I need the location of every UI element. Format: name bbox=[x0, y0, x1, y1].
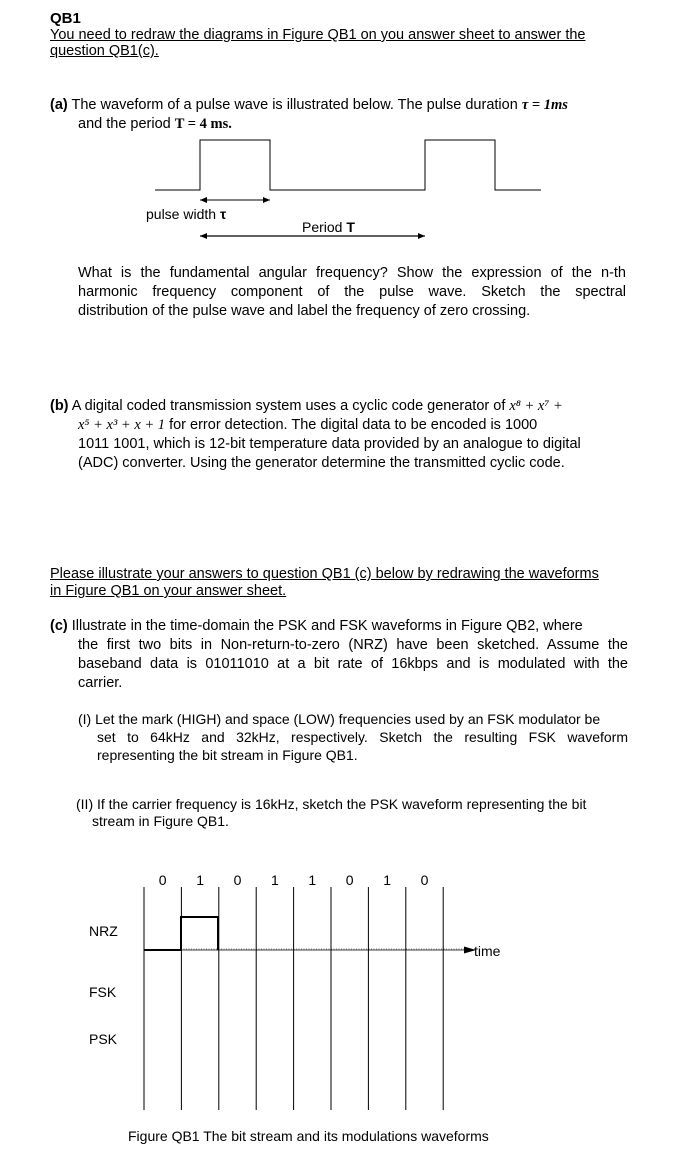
time-label: time bbox=[474, 943, 501, 959]
part-b-line: (ADC) converter. Using the generator determine the transmitted cyclic code. bbox=[78, 455, 565, 471]
part-c-line: Illustrate in the time-domain the PSK and FSK waveforms in Figure QB2, where bbox=[71, 618, 583, 634]
instruction-line: You need to redraw the diagrams in Figure QB1 on you answer sheet to answer the bbox=[50, 27, 586, 43]
part-b-text-2: for error detection. The digital data to be encoded is 1000 bbox=[169, 417, 538, 433]
pulse-waveform bbox=[155, 140, 541, 190]
nrz-label: NRZ bbox=[89, 923, 118, 939]
part-c-line: carrier. bbox=[78, 675, 123, 691]
pulse-wave-diagram bbox=[0, 128, 676, 243]
bit-label: 0 bbox=[158, 872, 167, 888]
part-a-question bbox=[78, 264, 626, 321]
instruction-note bbox=[50, 27, 585, 59]
note-line: in Figure QB1 on your answer sheet. bbox=[50, 583, 287, 599]
part-c-label: (c) bbox=[50, 618, 68, 634]
sub2-line: stream in Figure QB1. bbox=[92, 813, 229, 829]
part-c-sub2 bbox=[76, 796, 631, 830]
part-c-note bbox=[50, 566, 599, 600]
bit-label: 1 bbox=[308, 872, 317, 888]
bit-boundaries bbox=[144, 887, 443, 1110]
bit-label: 0 bbox=[345, 872, 354, 888]
instruction-line: question QB1(c). bbox=[50, 43, 159, 59]
pulse-width-label: pulse width τ bbox=[146, 206, 227, 222]
figure-caption: Figure QB1 The bit stream and its modulations waveforms bbox=[128, 1128, 489, 1144]
question-line: harmonic frequency component of the pulse wave. Sketch the spectral bbox=[78, 284, 626, 300]
bit-label: 1 bbox=[383, 872, 391, 888]
question-title: QB1 bbox=[50, 10, 81, 27]
sub1-line: (I) Let the mark (HIGH) and space (LOW) frequencies used by an FSK modulator be bbox=[78, 711, 601, 727]
part-c-sub1 bbox=[78, 710, 628, 764]
bit-label: 0 bbox=[420, 872, 429, 888]
bit-label: 1 bbox=[271, 872, 279, 888]
question-line: distribution of the pulse wave and label the frequency of zero crossing. bbox=[78, 303, 531, 319]
part-a-label: (a) bbox=[50, 97, 68, 113]
fsk-label: FSK bbox=[89, 984, 117, 1000]
part-a-text-2: and the period bbox=[78, 116, 171, 132]
part-a-text: The waveform of a pulse wave is illustrated below. The pulse duration bbox=[71, 97, 518, 113]
part-c bbox=[50, 617, 628, 693]
pulse-duration-math: τ = 1ms bbox=[521, 97, 568, 113]
bit-label: 0 bbox=[233, 872, 242, 888]
sub1-line: set to 64kHz and 32kHz, respectively. Sketch the resulting FSK waveform bbox=[97, 729, 628, 745]
sub1-line: representing the bit stream in Figure QB1. bbox=[97, 747, 358, 763]
part-b-line: 1011 1001, which is 12-bit temperature data provided by an analogue to digital bbox=[78, 436, 581, 452]
part-c-line: the first two bits in Non-return-to-zero (NRZ) have been sketched. Assume the bbox=[78, 637, 628, 653]
bit-labels bbox=[159, 872, 429, 888]
figure-qb1 bbox=[0, 860, 676, 1160]
generator-math-1: x⁸ + x⁷ + bbox=[509, 398, 563, 414]
part-b-text: A digital coded transmission system uses a cyclic code generator of bbox=[71, 398, 506, 414]
bit-label: 1 bbox=[196, 872, 204, 888]
psk-label: PSK bbox=[89, 1031, 118, 1047]
part-c-line: baseband data is 01011010 at a bit rate of 16kbps and is modulated with the bbox=[78, 656, 628, 672]
question-line: What is the fundamental angular frequency? Show the expression of the n-th bbox=[78, 265, 626, 281]
nrz-waveform bbox=[144, 917, 218, 950]
part-b-label: (b) bbox=[50, 398, 69, 414]
generator-math-2: x⁵ + x³ + x + 1 bbox=[78, 417, 166, 433]
period-label: Period T bbox=[302, 219, 355, 235]
part-b bbox=[50, 397, 630, 473]
sub2-line: (II) If the carrier frequency is 16kHz, sketch the PSK waveform representing the bit bbox=[76, 796, 587, 812]
note-line: Please illustrate your answers to question QB1 (c) below by redrawing the waveforms bbox=[50, 566, 599, 582]
period-math: T = 4 ms. bbox=[174, 116, 232, 132]
